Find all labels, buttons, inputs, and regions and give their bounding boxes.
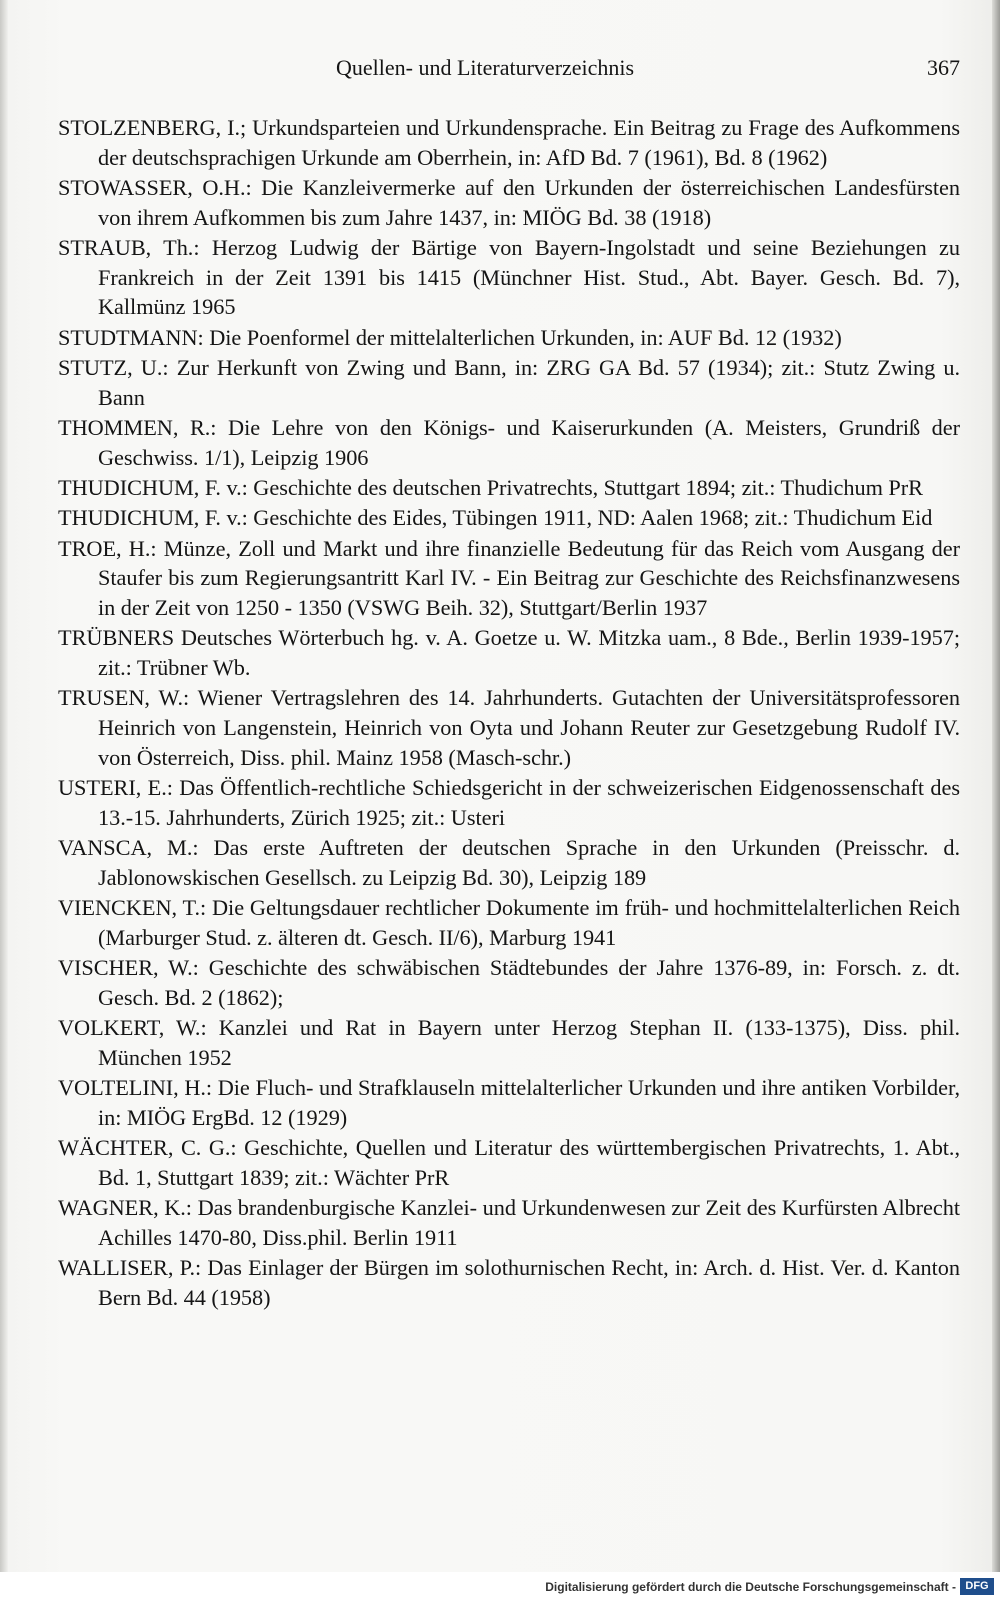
bibliography-entry: THUDICHUM, F. v.: Geschichte des Eides, Tübingen 1911, ND: Aalen 1968; zit.: Thudichum Eid (58, 505, 933, 531)
digitization-footer (0, 1572, 1000, 1604)
bibliography-list (58, 113, 960, 1313)
scan-left-edge (0, 0, 8, 1572)
running-head: Quellen- und Literaturverzeichnis (336, 55, 635, 80)
bibliography-entry: VOLKERT, W.: Kanzlei und Rat in Bayern unter Herzog Stephan II. (133-1375), Diss. phil. München 1952 (58, 1015, 960, 1070)
scan-right-edge (992, 0, 1000, 1572)
bibliography-entry: TROE, H.: Münze, Zoll und Markt und ihre finanzielle Bedeutung für das Reich vom Ausgang der Staufer bis zum Regierungsantritt Karl IV. - Ein Beitrag zur Geschichte des Reichsfinanzwesens in der Zeit von 1250 - 1350 (VSWG Beih. 32), Stuttgart/Berlin 1937 (58, 535, 960, 620)
bibliography-entry: STUTZ, U.: Zur Herkunft von Zwing und Bann, in: ZRG GA Bd. 57 (1934); zit.: Stutz Zwing u. Bann (58, 355, 960, 410)
bibliography-entry: VANSCA, M.: Das erste Auftreten der deutschen Sprache in den Urkunden (Preisschr. d. Jablonowskischen Gesellsch. zu Leipzig Bd. 30), Leipzig 189 (58, 835, 960, 890)
bibliography-entry: STOLZENBERG, I.; Urkundsparteien und Urkundensprache. Ein Beitrag zu Frage des Aufkommens der deutschsprachigen Urkunde am Oberrhein, in: AfD Bd. 7 (1961), Bd. 8 (1962) (58, 115, 960, 170)
bibliography-entry: WAGNER, K.: Das brandenburgische Kanzlei- und Urkundenwesen zur Zeit des Kurfürsten Albrecht Achilles 1470-80, Diss.phil. Berlin 1911 (58, 1195, 960, 1250)
page-number: 367 (927, 55, 960, 80)
bibliography-entry: TRÜBNERS Deutsches Wörterbuch hg. v. A. Goetze u. W. Mitzka uam., 8 Bde., Berlin 1939-1957; zit.: Trübner Wb. (58, 625, 960, 680)
bibliography-entry: USTERI, E.: Das Öffentlich-rechtliche Schiedsgericht in der schweizerischen Eidgenossenschaft des 13.-15. Jahrhunderts, Zürich 1925; zit.: Usteri (58, 775, 960, 830)
digitization-credit: Digitalisierung gefördert durch die Deutsche Forschungsgemeinschaft - (545, 1580, 956, 1594)
bibliography-entry: THUDICHUM, F. v.: Geschichte des deutschen Privatrechts, Stuttgart 1894; zit.: Thudichum PrR (58, 475, 923, 500)
bibliography-entry: STUDTMANN: Die Poenformel der mittelalterlichen Urkunden, in: AUF Bd. 12 (1932) (58, 324, 842, 350)
bibliography-entry: WALLISER, P.: Das Einlager der Bürgen im solothurnischen Recht, in: Arch. d. Hist. Ver. d. Kanton Bern Bd. 44 (1958) (58, 1255, 960, 1310)
page-header (60, 53, 960, 85)
bibliography-entry: STRAUB, Th.: Herzog Ludwig der Bärtige von Bayern-Ingolstadt und seine Beziehungen zu Frankreich in der Zeit 1391 bis 1415 (Münchner Hist. Stud., Abt. Bayer. Gesch. Bd. 7), Kallmünz 1965 (58, 235, 960, 320)
dfg-logo: DFG (960, 1578, 994, 1595)
bibliography-entry: VOLTELINI, H.: Die Fluch- und Strafklauseln mittelalterlicher Urkunden und ihre antiken Vorbilder, in: MIÖG ErgBd. 12 (1929) (58, 1075, 960, 1130)
bibliography-entry: VIENCKEN, T.: Die Geltungsdauer rechtlicher Dokumente im früh- und hochmittelalterlichen Reich (Marburger Stud. z. älteren dt. Gesch. II/6), Marburg 1941 (58, 895, 960, 950)
bibliography-entry: VISCHER, W.: Geschichte des schwäbischen Städtebundes der Jahre 1376-89, in: Forsch. z. dt. Gesch. Bd. 2 (1862); (58, 955, 960, 1010)
bibliography-entry: WÄCHTER, C. G.: Geschichte, Quellen und Literatur des württembergischen Privatrechts, 1. Abt., Bd. 1, Stuttgart 1839; zit.: Wächter PrR (58, 1135, 960, 1190)
bibliography-entry: TRUSEN, W.: Wiener Vertragslehren des 14. Jahrhunderts. Gutachten der Universitätsprofessoren Heinrich von Langenstein, Heinrich von Oyta und Johann Reuter zur Gesetzgebung Rudolf IV. von Österreich, Diss. phil. Mainz 1958 (Masch-schr.) (58, 685, 960, 770)
bibliography-entry: STOWASSER, O.H.: Die Kanzleivermerke auf den Urkunden der österreichischen Landesfürsten von ihrem Aufkommen bis zum Jahre 1437, in: MIÖG Bd. 38 (1918) (58, 175, 960, 230)
bibliography-entry: THOMMEN, R.: Die Lehre von den Königs- und Kaiserurkunden (A. Meisters, Grundriß der Geschwiss. 1/1), Leipzig 1906 (58, 415, 960, 470)
